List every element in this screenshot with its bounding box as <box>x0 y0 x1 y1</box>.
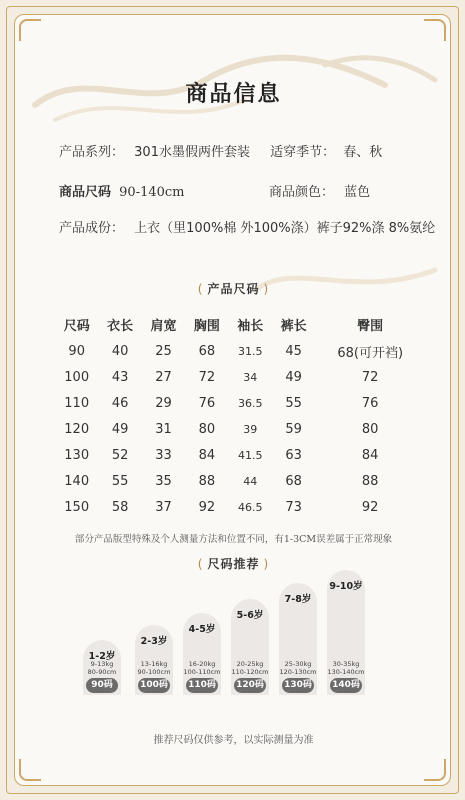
table-cell: 45 <box>285 343 302 359</box>
col-header: 衣长 <box>107 318 134 334</box>
table-cell: 76 <box>198 395 216 411</box>
size-range-label: 商品尺码 <box>59 185 112 200</box>
size-tag: 120码 <box>234 678 266 693</box>
col-header: 臀围 <box>357 318 384 334</box>
table-cell: 58 <box>111 499 129 515</box>
content-card <box>14 14 451 786</box>
size-tag: 130码 <box>282 678 314 693</box>
age-label: 4-5岁 <box>188 624 216 635</box>
height-range: 90-100cm <box>137 668 171 676</box>
col-header: 尺码 <box>63 318 90 334</box>
size-recommend-bar <box>327 570 365 695</box>
size-tag: 110码 <box>186 678 218 693</box>
material-label: 产品成份： <box>59 221 125 236</box>
table-cell: 49 <box>111 421 129 437</box>
table-cell: 25 <box>155 343 172 359</box>
weight-range: 20-25kg <box>236 660 264 668</box>
col-header: 肩宽 <box>150 318 177 334</box>
table-cell: 120 <box>64 421 90 437</box>
table-cell: 140 <box>64 473 90 489</box>
table-cell: 73 <box>285 499 302 515</box>
table-cell: 55 <box>285 395 302 411</box>
bracket-open: ( <box>197 282 204 296</box>
recommend-section-title: 尺码推荐 <box>207 557 260 571</box>
age-label: 7-8岁 <box>284 594 312 605</box>
table-cell: 92 <box>361 499 379 515</box>
bracket-close: ) <box>263 557 270 571</box>
table-cell: 27 <box>155 369 172 385</box>
height-range: 100-110cm <box>183 668 221 676</box>
table-cell: 41.5 <box>238 448 263 462</box>
season-label: 适穿季节： <box>270 145 336 160</box>
size-tag: 100码 <box>138 678 170 693</box>
height-range: 110-120cm <box>231 668 269 676</box>
table-cell: 31 <box>155 421 172 437</box>
size-section-title: 产品尺码 <box>207 282 260 296</box>
table-cell: 63 <box>285 447 302 463</box>
age-label: 2-3岁 <box>140 636 168 647</box>
table-cell: 110 <box>64 395 90 411</box>
table-cell: 46 <box>111 395 129 411</box>
size-recommend-bar <box>183 613 221 695</box>
age-label: 5-6岁 <box>236 610 264 621</box>
table-cell: 43 <box>111 369 129 385</box>
table-cell: 46.5 <box>238 500 263 514</box>
material-value: 上衣（里100%棉 外100%涤）裤子92%涤 8%氨纶 <box>134 221 436 236</box>
weight-range: 30-35kg <box>332 660 360 668</box>
size-recommend-bar <box>135 625 173 695</box>
table-cell: 90 <box>68 343 85 359</box>
table-cell: 37 <box>155 499 172 515</box>
table-cell: 31.5 <box>238 344 263 358</box>
table-cell: 68 <box>285 473 302 489</box>
table-cell: 80 <box>198 421 216 437</box>
series-value: 301水墨假两件套装 <box>134 145 250 160</box>
table-cell: 29 <box>155 395 172 411</box>
table-cell: 100 <box>64 369 90 385</box>
size-recommend-bar <box>231 599 269 695</box>
table-cell: 92 <box>198 499 216 515</box>
size-recommend-chart <box>15 15 451 786</box>
size-recommend-bar <box>279 583 317 695</box>
age-label: 9-10岁 <box>329 581 363 592</box>
size-range-value: 90-140cm <box>119 185 185 200</box>
table-cell: 33 <box>155 447 172 463</box>
table-cell: 88 <box>198 473 216 489</box>
table-cell: 55 <box>111 473 129 489</box>
table-cell: 68(可开裆) <box>337 345 404 361</box>
table-cell: 68 <box>198 343 216 359</box>
table-cell: 59 <box>285 421 302 437</box>
bracket-open: ( <box>197 557 204 571</box>
table-cell: 44 <box>243 474 258 488</box>
height-range: 130-140cm <box>327 668 365 676</box>
table-cell: 88 <box>361 473 379 489</box>
table-cell: 39 <box>243 422 258 436</box>
table-cell: 35 <box>155 473 172 489</box>
table-cell: 36.5 <box>238 396 263 410</box>
weight-range: 9-13kg <box>90 660 114 668</box>
table-cell: 150 <box>64 499 90 515</box>
table-cell: 130 <box>64 447 90 463</box>
table-cell: 49 <box>285 369 302 385</box>
size-tag: 140码 <box>330 678 362 693</box>
table-cell: 76 <box>361 395 379 411</box>
weight-range: 16-20kg <box>188 660 216 668</box>
col-header: 袖长 <box>237 318 264 334</box>
col-header: 胸围 <box>193 318 220 334</box>
bracket-close: ) <box>263 282 270 296</box>
height-range: 120-130cm <box>279 668 317 676</box>
table-cell: 72 <box>198 369 216 385</box>
table-cell: 40 <box>111 343 129 359</box>
table-cell: 84 <box>198 447 216 463</box>
col-header: 裤长 <box>280 318 307 334</box>
weight-range: 13-16kg <box>140 660 168 668</box>
table-cell: 72 <box>361 369 379 385</box>
weight-range: 25-30kg <box>284 660 312 668</box>
table-cell: 84 <box>361 447 379 463</box>
size-tag: 90码 <box>86 678 118 693</box>
table-cell: 80 <box>361 421 379 437</box>
season-value: 春、秋 <box>343 145 383 160</box>
size-note: 部分产品版型特殊及个人测量方法和位置不同，有1-3CM误差属于正常现象 <box>74 534 393 545</box>
age-label: 1-2岁 <box>88 651 116 662</box>
series-label: 产品系列： <box>59 145 125 160</box>
page-title: 商品信息 <box>185 82 282 107</box>
table-cell: 34 <box>243 370 258 384</box>
color-value: 蓝色 <box>344 185 371 200</box>
table-cell: 52 <box>111 447 129 463</box>
recommend-footer: 推荐尺码仅供参考，以实际测量为准 <box>153 735 314 746</box>
height-range: 80-90cm <box>87 668 117 676</box>
color-label: 商品颜色： <box>269 185 335 200</box>
size-recommend-bar <box>83 640 121 695</box>
